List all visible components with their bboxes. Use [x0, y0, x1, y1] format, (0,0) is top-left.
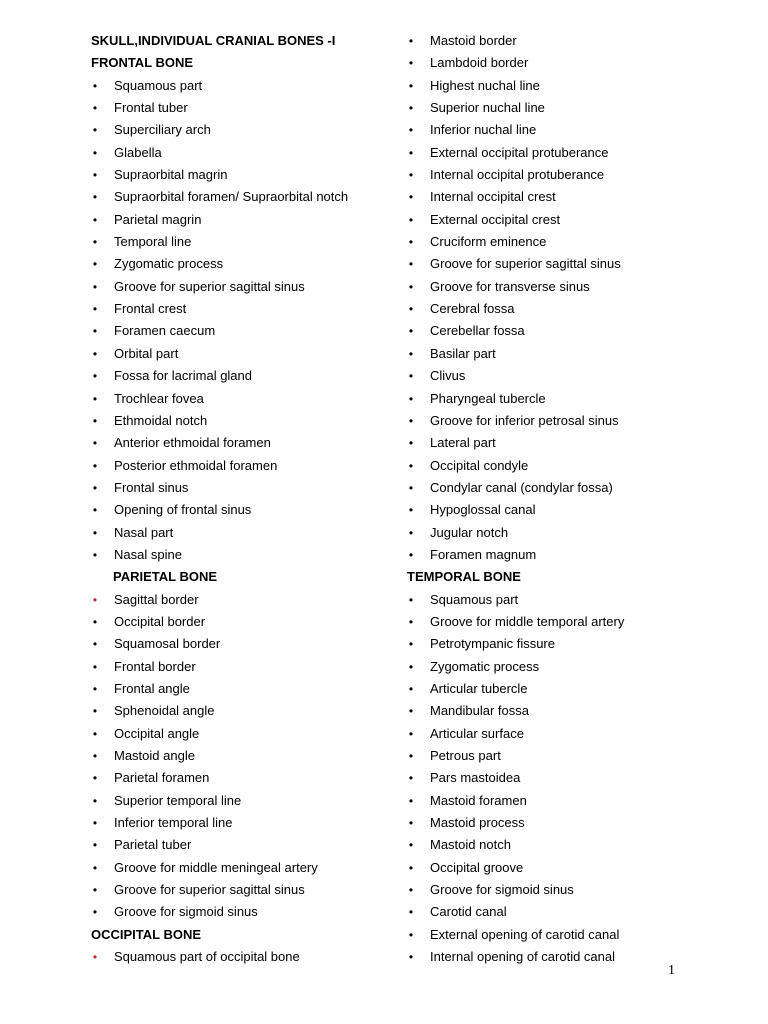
list-item-text: Temporal line [114, 234, 192, 250]
bullet-icon: • [408, 190, 414, 205]
list-item-text: Inferior temporal line [114, 815, 233, 831]
list-item [407, 946, 707, 968]
list-item [407, 186, 707, 208]
list-item-text: Anterior ethmoidal foramen [114, 435, 271, 451]
bullet-icon: • [92, 816, 98, 831]
list-item-text: Occipital condyle [430, 457, 529, 473]
bullet-icon: • [408, 681, 414, 696]
list-item [407, 522, 707, 544]
list-item-text: Squamous part of occipital bone [114, 949, 300, 965]
bullet-icon: • [92, 838, 98, 853]
bullet-icon: • [408, 436, 414, 451]
list-item-text: Supraorbital foramen/ Supraorbital notch [114, 189, 349, 205]
right-column [407, 30, 707, 968]
bullet-icon: • [408, 279, 414, 294]
list-item [407, 231, 707, 253]
list-item [407, 119, 707, 141]
section-heading-temporal-bone: TEMPORAL BONE [407, 569, 521, 585]
list-item-text: Ethmoidal notch [114, 412, 208, 428]
list-item [407, 745, 707, 767]
list-item [91, 320, 391, 342]
list-item-text: Mastoid process [430, 815, 525, 831]
list-item-text: Occipital groove [430, 859, 524, 875]
list-item-text: Articular tubercle [430, 680, 528, 696]
list-item-text: Groove for superior sagittal sinus [430, 256, 621, 272]
list-item [407, 388, 707, 410]
section-heading-skull-individual-cranial-bones-i: SKULL,INDIVIDUAL CRANIAL BONES -I [91, 33, 336, 48]
bullet-icon: • [408, 771, 414, 786]
list-item-text: Internal occipital protuberance [430, 167, 605, 183]
bullet-icon: • [408, 927, 414, 942]
list-item [91, 209, 391, 231]
list-item-text: Posterior ethmoidal foramen [114, 457, 278, 473]
bullet-icon: • [92, 883, 98, 898]
bullet-icon: • [408, 704, 414, 719]
list-item [407, 343, 707, 365]
list-item-text: Groove for transverse sinus [430, 278, 590, 294]
list-item [91, 477, 391, 499]
bullet-icon: • [408, 101, 414, 116]
list-item-text: Pars mastoidea [430, 770, 521, 786]
list-item-text: Groove for sigmoid sinus [430, 882, 574, 898]
bullet-icon: • [408, 547, 414, 562]
list-item [91, 812, 391, 834]
bullet-icon: • [408, 637, 414, 652]
bullet-icon: • [408, 324, 414, 339]
list-item [407, 477, 707, 499]
list-item-text: Mandibular fossa [430, 703, 529, 719]
list-item [91, 611, 391, 633]
list-item [407, 298, 707, 320]
bullet-icon: • [92, 950, 98, 965]
bullet-icon: • [408, 860, 414, 875]
list-item [91, 834, 391, 856]
bullet-icon: • [92, 324, 98, 339]
list-item [407, 901, 707, 923]
list-item-text: Nasal part [114, 524, 174, 540]
bullet-icon: • [408, 56, 414, 71]
bullet-icon: • [408, 391, 414, 406]
bullet-icon: • [92, 101, 98, 116]
list-item-text: Trochlear fovea [114, 390, 204, 406]
list-item [407, 723, 707, 745]
list-item-text: External occipital protuberance [430, 144, 609, 160]
list-item-text: Frontal angle [114, 680, 190, 696]
list-item [91, 164, 391, 186]
list-item-text: Hypoglossal canal [430, 502, 536, 518]
bullet-icon: • [408, 212, 414, 227]
bullet-icon: • [408, 235, 414, 250]
bullet-icon: • [408, 726, 414, 741]
list-item-text: External occipital crest [430, 211, 561, 227]
bullet-icon: • [92, 279, 98, 294]
list-item [91, 723, 391, 745]
list-item-text: Foramen magnum [430, 546, 537, 562]
left-column [91, 30, 391, 968]
list-item-text: Parietal magrin [114, 211, 202, 227]
list-item [91, 119, 391, 141]
section-heading-parietal-bone: PARIETAL BONE [113, 569, 218, 585]
list-item [91, 298, 391, 320]
list-item-text: Sphenoidal angle [114, 703, 215, 719]
list-item [407, 812, 707, 834]
list-item [407, 499, 707, 521]
bullet-icon: • [92, 793, 98, 808]
list-item [407, 544, 707, 566]
bullet-icon: • [408, 257, 414, 272]
bullet-icon: • [92, 145, 98, 160]
bullet-icon: • [408, 503, 414, 518]
bullet-icon: • [92, 659, 98, 674]
bullet-icon: • [408, 614, 414, 629]
bullet-icon: • [92, 302, 98, 317]
list-item-text: Glabella [114, 144, 162, 160]
list-item-text: Cerebellar fossa [430, 323, 525, 339]
list-item-text: External opening of carotid canal [430, 926, 620, 942]
bullet-icon: • [92, 168, 98, 183]
list-item [91, 589, 391, 611]
list-item-text: Parietal tuber [114, 837, 192, 853]
list-item [91, 75, 391, 97]
bullet-icon: • [92, 212, 98, 227]
list-item-text: Cruciform eminence [430, 234, 547, 250]
list-item-text: Pharyngeal tubercle [430, 390, 546, 406]
list-item [407, 432, 707, 454]
list-item-text: Groove for middle meningeal artery [114, 859, 318, 875]
list-item-text: Condylar canal (condylar fossa) [430, 479, 613, 495]
list-item [91, 633, 391, 655]
bullet-icon: • [92, 771, 98, 786]
list-item-text: Mastoid border [430, 33, 517, 48]
list-item [407, 142, 707, 164]
list-item-text: Squamosal border [114, 636, 221, 652]
list-item [407, 656, 707, 678]
list-item [91, 410, 391, 432]
bullet-icon: • [408, 816, 414, 831]
bullet-icon: • [408, 905, 414, 920]
list-item [91, 432, 391, 454]
bullet-icon: • [92, 235, 98, 250]
list-item [407, 834, 707, 856]
list-item [407, 209, 707, 231]
list-item-text: Frontal crest [114, 301, 187, 317]
bullet-icon: • [408, 592, 414, 607]
list-item-text: Occipital border [114, 613, 206, 629]
list-item [91, 343, 391, 365]
list-item-text: Petrous part [430, 748, 501, 763]
bullet-icon: • [408, 749, 414, 763]
list-item-text: Lambdoid border [430, 55, 529, 71]
list-item-text: Petrotympanic fissure [430, 636, 555, 652]
bullet-icon: • [92, 480, 98, 495]
bullet-icon: • [92, 413, 98, 428]
list-item [91, 522, 391, 544]
list-item [407, 767, 707, 789]
bullet-icon: • [92, 614, 98, 629]
list-item-text: Frontal tuber [114, 100, 188, 116]
list-item [91, 365, 391, 387]
bullet-icon: • [92, 257, 98, 272]
bullet-icon: • [408, 838, 414, 853]
list-item-text: Superior nuchal line [430, 100, 545, 116]
list-item [91, 231, 391, 253]
list-item-text: Nasal spine [114, 546, 182, 562]
bullet-icon: • [92, 78, 98, 93]
list-item [91, 455, 391, 477]
bullet-icon: • [92, 503, 98, 518]
list-item [407, 678, 707, 700]
list-item-text: Groove for superior sagittal sinus [114, 882, 305, 898]
list-item [91, 656, 391, 678]
list-item-text: Parietal foramen [114, 770, 210, 786]
list-item-text: Groove for inferior petrosal sinus [430, 412, 619, 428]
list-item [407, 633, 707, 655]
list-item-text: Articular surface [430, 725, 524, 741]
bullet-icon: • [92, 458, 98, 473]
list-item-text: Sagittal border [114, 591, 199, 607]
list-item [407, 52, 707, 74]
list-item [91, 276, 391, 298]
list-item-text: Clivus [430, 368, 466, 384]
list-item-text: Foramen caecum [114, 323, 216, 339]
list-item-text: Orbital part [114, 345, 179, 361]
section-heading-occipital-bone: OCCIPITAL BONE [91, 926, 202, 942]
bullet-icon: • [408, 346, 414, 361]
list-item [407, 700, 707, 722]
page-number: 1 [668, 963, 675, 978]
list-item [407, 365, 707, 387]
list-item-text: Internal occipital crest [430, 189, 556, 205]
bullet-icon: • [92, 547, 98, 562]
list-item [91, 946, 391, 968]
list-item-text: Carotid canal [430, 904, 507, 920]
list-item [407, 589, 707, 611]
bullet-icon: • [92, 391, 98, 406]
list-item [407, 75, 707, 97]
list-item-text: Mastoid angle [114, 748, 195, 763]
list-item [91, 544, 391, 566]
list-item [91, 388, 391, 410]
bullet-icon: • [92, 592, 98, 607]
list-item-text: Superior temporal line [114, 792, 242, 808]
list-item-text: Opening of frontal sinus [114, 502, 252, 518]
list-item [407, 30, 707, 52]
list-item-text: Squamous part [430, 591, 519, 607]
list-item [91, 767, 391, 789]
list-item-text: Supraorbital magrin [114, 167, 228, 183]
list-item-text: Lateral part [430, 435, 496, 451]
list-item-text: Internal opening of carotid canal [430, 949, 616, 965]
bullet-icon: • [92, 905, 98, 920]
list-item-text: Groove for sigmoid sinus [114, 904, 258, 920]
bullet-icon: • [408, 302, 414, 317]
bullet-icon: • [408, 480, 414, 495]
list-item [91, 901, 391, 923]
list-item-text: Squamous part [114, 77, 203, 93]
bullet-icon: • [92, 726, 98, 741]
list-item [407, 879, 707, 901]
list-item [91, 186, 391, 208]
bullet-icon: • [408, 458, 414, 473]
bullet-icon: • [92, 704, 98, 719]
bullet-icon: • [408, 168, 414, 183]
list-item-text: Frontal border [114, 658, 196, 674]
list-item [407, 164, 707, 186]
list-item-text: Basilar part [430, 345, 496, 361]
list-item [91, 857, 391, 879]
list-item-text: Groove for middle temporal artery [430, 613, 625, 629]
list-item [91, 700, 391, 722]
bullet-icon: • [92, 749, 98, 763]
bullet-icon: • [92, 525, 98, 540]
list-item [407, 276, 707, 298]
bullet-icon: • [92, 190, 98, 205]
list-item-text: Occipital angle [114, 725, 200, 741]
bullet-icon: • [408, 525, 414, 540]
bullet-icon: • [408, 34, 414, 48]
bullet-icon: • [408, 659, 414, 674]
bullet-icon: • [408, 413, 414, 428]
list-item [91, 790, 391, 812]
list-item [407, 924, 707, 946]
list-item-text: Cerebral fossa [430, 301, 515, 317]
list-item-text: Inferior nuchal line [430, 122, 537, 138]
list-item [91, 142, 391, 164]
list-item [407, 857, 707, 879]
bullet-icon: • [92, 436, 98, 451]
list-item [91, 253, 391, 275]
list-item-text: Groove for superior sagittal sinus [114, 278, 305, 294]
list-item-text: Superciliary arch [114, 122, 211, 138]
list-item [407, 790, 707, 812]
list-item [407, 410, 707, 432]
section-heading-frontal-bone: FRONTAL BONE [91, 55, 194, 71]
list-item-text: Jugular notch [430, 524, 509, 540]
bullet-icon: • [92, 123, 98, 138]
bullet-icon: • [92, 346, 98, 361]
bullet-icon: • [92, 860, 98, 875]
list-item [91, 499, 391, 521]
list-item [91, 97, 391, 119]
list-item-text: Fossa for lacrimal gland [114, 368, 252, 384]
list-item-text: Zygomatic process [114, 256, 224, 272]
bullet-icon: • [92, 369, 98, 384]
list-item [407, 97, 707, 119]
list-item [91, 745, 391, 767]
bullet-icon: • [408, 78, 414, 93]
list-item-text: Zygomatic process [430, 658, 540, 674]
list-item [91, 678, 391, 700]
bullet-icon: • [408, 883, 414, 898]
bullet-icon: • [408, 950, 414, 965]
list-item-text: Frontal sinus [114, 479, 189, 495]
bullet-icon: • [408, 793, 414, 808]
list-item-text: Mastoid notch [430, 837, 511, 853]
bullet-icon: • [408, 123, 414, 138]
list-item [407, 253, 707, 275]
list-item [407, 611, 707, 633]
list-item-text: Mastoid foramen [430, 792, 527, 808]
list-item [407, 455, 707, 477]
bullet-icon: • [408, 145, 414, 160]
bullet-icon: • [408, 369, 414, 384]
bullet-icon: • [92, 637, 98, 652]
list-item-text: Highest nuchal line [430, 77, 540, 93]
bullet-icon: • [92, 681, 98, 696]
list-item [91, 879, 391, 901]
list-item [407, 320, 707, 342]
